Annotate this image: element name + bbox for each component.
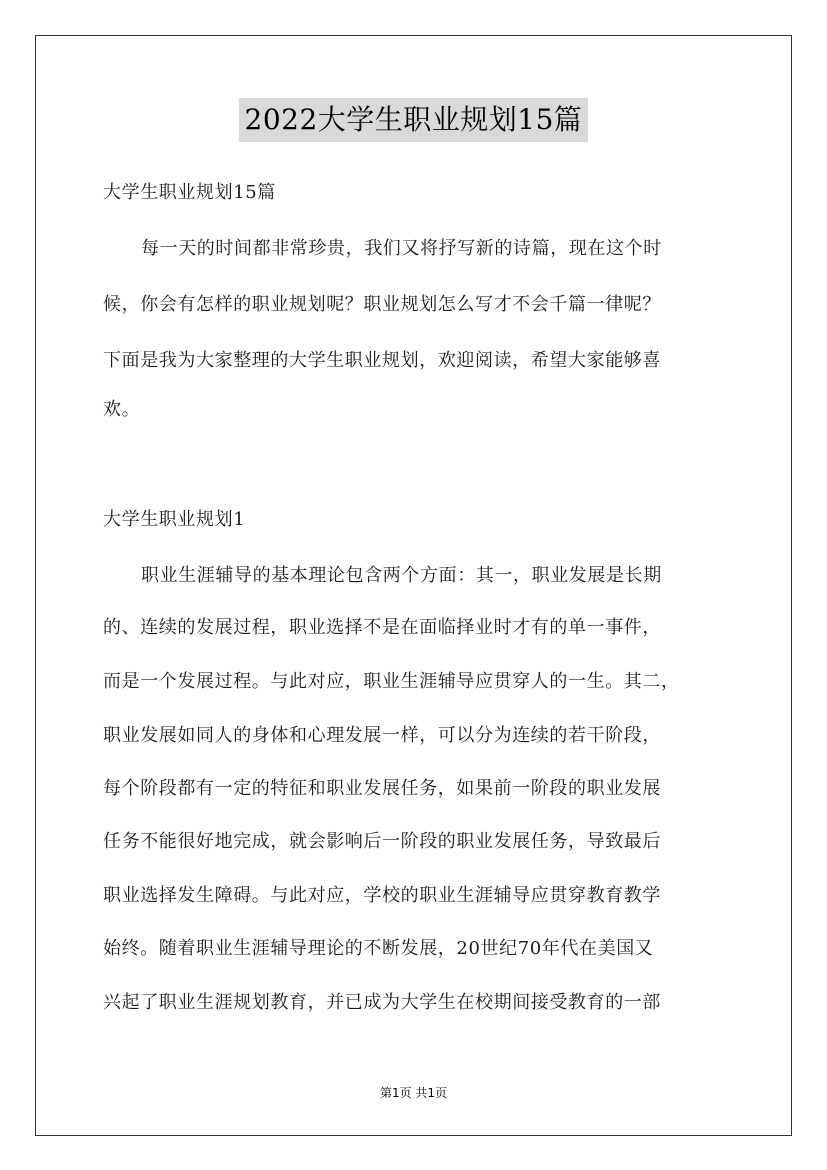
section-line: 职业生涯辅导的基本理论包含两个方面：其一，职业发展是长期 xyxy=(141,565,662,586)
section-line: 的、连续的发展过程，职业选择不是在面临择业时才有的单一事件， xyxy=(103,617,661,638)
section-line: 职业发展如同人的身体和心理发展一样，可以分为连续的若干阶段， xyxy=(103,725,661,746)
section-heading: 大学生职业规划1 xyxy=(103,509,246,530)
intro-line: 下面是我为大家整理的大学生职业规划，欢迎阅读，希望大家能够喜 xyxy=(103,350,661,371)
subtitle: 大学生职业规划15篇 xyxy=(103,182,276,203)
section-line: 兴起了职业生涯规划教育，并已成为大学生在校期间接受教育的一部 xyxy=(103,992,661,1013)
intro-line: 每一天的时间都非常珍贵，我们又将抒写新的诗篇，现在这个时 xyxy=(141,238,662,259)
intro-line: 候，你会有怎样的职业规划呢？职业规划怎么写才不会千篇一律呢？ xyxy=(103,294,661,315)
section-line: 始终。随着职业生涯辅导理论的不断发展，20世纪70年代在美国又 xyxy=(103,938,654,959)
title-container xyxy=(0,98,827,142)
page-footer: 第1页 共1页 xyxy=(379,1086,448,1100)
section-line: 而是一个发展过程。与此对应，职业生涯辅导应贯穿人的一生。其二， xyxy=(103,671,680,692)
intro-line: 欢。 xyxy=(103,399,141,420)
document-title: 2022大学生职业规划15篇 xyxy=(239,98,589,142)
section-line: 每个阶段都有一定的特征和职业发展任务，如果前一阶段的职业发展 xyxy=(103,778,661,799)
section-line: 任务不能很好地完成，就会影响后一阶段的职业发展任务，导致最后 xyxy=(103,831,661,852)
section-line: 职业选择发生障碍。与此对应，学校的职业生涯辅导应贯穿教育教学 xyxy=(103,885,661,906)
